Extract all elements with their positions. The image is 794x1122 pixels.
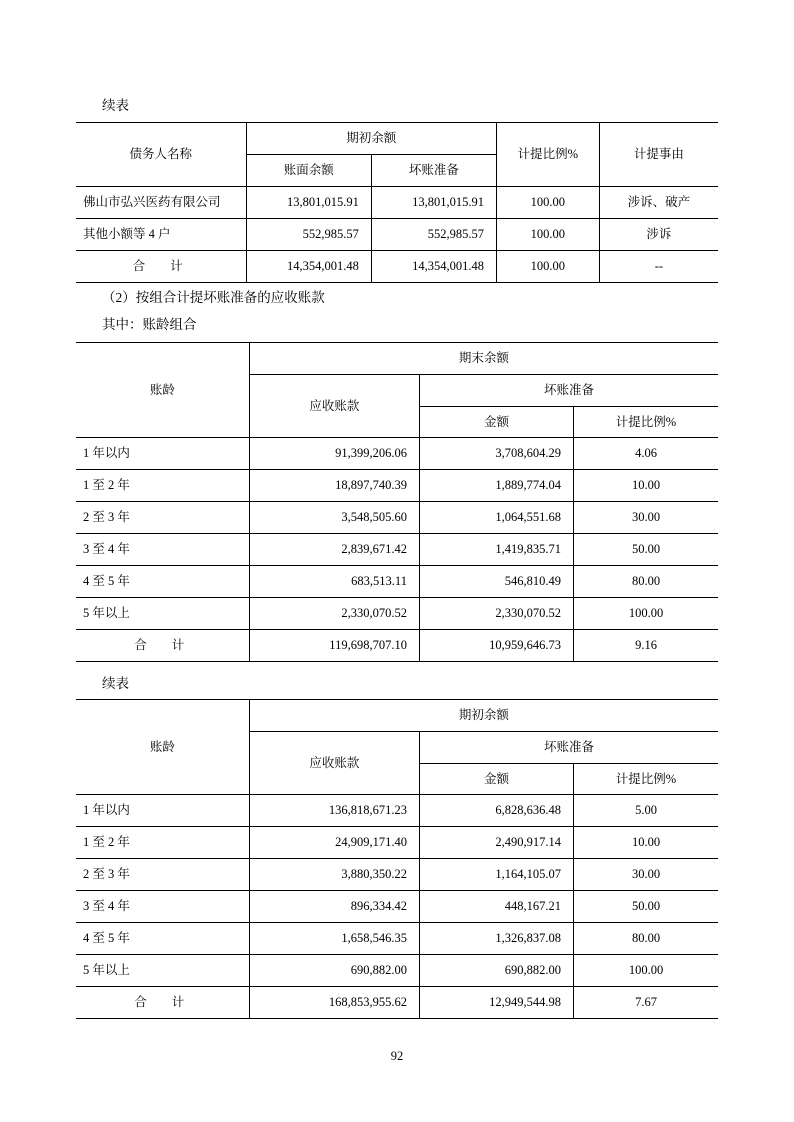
- cell-total-book-balance: 14,354,001.48: [246, 250, 371, 282]
- cell-receivables: 3,548,505.60: [249, 502, 419, 534]
- cell-amount: 1,419,835.71: [419, 534, 573, 566]
- table-row: [76, 218, 718, 250]
- col-header-receivables: 应收账款: [249, 731, 419, 795]
- cell-receivables: 896,334.42: [249, 891, 419, 923]
- cell-ratio: 10.00: [574, 827, 718, 859]
- table-total-row: [76, 986, 718, 1018]
- col-header-aging: 账龄: [76, 342, 249, 438]
- cell-book-balance: 552,985.57: [246, 218, 371, 250]
- page-number: 92: [390, 1049, 404, 1063]
- cell-reason: 涉诉、破产: [599, 187, 718, 219]
- cell-aging: 4 至 5 年: [76, 565, 249, 597]
- debtor-bad-debt-table: [76, 122, 718, 282]
- table-row: [76, 859, 718, 891]
- table-row: [76, 954, 718, 986]
- table-header-row: [76, 699, 718, 731]
- cell-aging: 5 年以上: [76, 597, 249, 629]
- cell-amount: 546,810.49: [419, 565, 573, 597]
- cell-ratio: 100.00: [497, 187, 600, 219]
- cell-receivables: 136,818,671.23: [249, 795, 419, 827]
- col-header-aging: 账龄: [76, 699, 249, 795]
- table-row: [76, 922, 718, 954]
- cell-aging: 2 至 3 年: [76, 502, 249, 534]
- cell-ratio: 50.00: [574, 891, 718, 923]
- col-header-bad-debt: 坏账准备: [419, 731, 718, 763]
- cell-aging: 1 至 2 年: [76, 827, 249, 859]
- col-header-ratio: 计提比例%: [574, 406, 718, 438]
- aging-closing-table-block: [76, 342, 718, 662]
- section-heading-portfolio: （2）按组合计提坏账准备的应收账款: [102, 289, 325, 305]
- cell-aging: 1 年以内: [76, 795, 249, 827]
- cell-ratio: 30.00: [574, 859, 718, 891]
- cell-debtor: 其他小额等 4 户: [76, 218, 246, 250]
- cell-amount: 1,326,837.08: [419, 922, 573, 954]
- table-row: [76, 534, 718, 566]
- cell-ratio: 30.00: [574, 502, 718, 534]
- cell-total-ratio: 9.16: [574, 629, 718, 661]
- col-header-opening-balance: 期初余额: [249, 699, 718, 731]
- cell-amount: 1,164,105.07: [419, 859, 573, 891]
- cell-bad-debt: 552,985.57: [371, 218, 496, 250]
- cell-amount: 6,828,636.48: [419, 795, 573, 827]
- cell-total-amount: 10,959,646.73: [419, 629, 573, 661]
- table-row: [76, 187, 718, 219]
- cell-aging: 1 至 2 年: [76, 470, 249, 502]
- cell-debtor: 佛山市弘兴医药有限公司: [76, 187, 246, 219]
- cell-ratio: 5.00: [574, 795, 718, 827]
- cell-receivables: 2,839,671.42: [249, 534, 419, 566]
- cell-receivables: 1,658,546.35: [249, 922, 419, 954]
- cell-ratio: 50.00: [574, 534, 718, 566]
- table-row: [76, 795, 718, 827]
- cell-amount: 690,882.00: [419, 954, 573, 986]
- table-row: [76, 891, 718, 923]
- cell-total-ratio: 100.00: [497, 250, 600, 282]
- table-header-row: [76, 342, 718, 374]
- cell-aging: 3 至 4 年: [76, 891, 249, 923]
- table-header-row: [76, 123, 718, 155]
- cell-aging: 2 至 3 年: [76, 859, 249, 891]
- col-header-receivables: 应收账款: [249, 374, 419, 438]
- cell-total-receivables: 168,853,955.62: [249, 986, 419, 1018]
- col-header-bad-debt: 坏账准备: [371, 155, 496, 187]
- cell-receivables: 2,330,070.52: [249, 597, 419, 629]
- col-header-debtor: 债务人名称: [76, 123, 246, 187]
- cell-aging: 3 至 4 年: [76, 534, 249, 566]
- cell-amount: 3,708,604.29: [419, 438, 573, 470]
- cell-receivables: 690,882.00: [249, 954, 419, 986]
- spacer: [76, 666, 718, 674]
- table-row: [76, 470, 718, 502]
- cell-total-amount: 12,949,544.98: [419, 986, 573, 1018]
- col-header-ratio: 计提比例%: [574, 763, 718, 795]
- cell-total-bad-debt: 14,354,001.48: [371, 250, 496, 282]
- col-header-book-balance: 账面余额: [246, 155, 371, 187]
- table-row: [76, 565, 718, 597]
- cell-aging: 1 年以内: [76, 438, 249, 470]
- col-header-bad-debt: 坏账准备: [419, 374, 718, 406]
- cell-receivables: 683,513.11: [249, 565, 419, 597]
- col-header-reason: 计提事由: [599, 123, 718, 187]
- col-header-opening-balance: 期初余额: [246, 123, 496, 155]
- table-row: [76, 827, 718, 859]
- cell-amount: 2,330,070.52: [419, 597, 573, 629]
- cell-ratio: 80.00: [574, 565, 718, 597]
- cell-total-label: 合 计: [76, 629, 249, 661]
- cell-ratio: 100.00: [497, 218, 600, 250]
- table-row: [76, 438, 718, 470]
- cell-receivables: 18,897,740.39: [249, 470, 419, 502]
- cell-total-reason: --: [599, 250, 718, 282]
- cell-reason: 涉诉: [599, 218, 718, 250]
- cell-ratio: 80.00: [574, 922, 718, 954]
- cell-ratio: 100.00: [574, 597, 718, 629]
- col-header-ratio: 计提比例%: [497, 123, 600, 187]
- cell-receivables: 91,399,206.06: [249, 438, 419, 470]
- cell-total-label: 合 计: [76, 986, 249, 1018]
- cell-ratio: 4.06: [574, 438, 718, 470]
- cell-amount: 1,889,774.04: [419, 470, 573, 502]
- aging-closing-balance-table: [76, 342, 718, 662]
- cell-receivables: 24,909,171.40: [249, 827, 419, 859]
- col-header-amount: 金额: [419, 763, 573, 795]
- cell-book-balance: 13,801,015.91: [246, 187, 371, 219]
- cell-bad-debt: 13,801,015.91: [371, 187, 496, 219]
- cell-aging: 5 年以上: [76, 954, 249, 986]
- cell-amount: 448,167.21: [419, 891, 573, 923]
- aging-opening-table-block: [76, 699, 718, 1019]
- cell-amount: 2,490,917.14: [419, 827, 573, 859]
- table-row: [76, 502, 718, 534]
- cell-total-label: 合 计: [76, 250, 246, 282]
- cell-amount: 1,064,551.68: [419, 502, 573, 534]
- cell-total-ratio: 7.67: [574, 986, 718, 1018]
- col-header-amount: 金额: [419, 406, 573, 438]
- cell-ratio: 100.00: [574, 954, 718, 986]
- cell-total-receivables: 119,698,707.10: [249, 629, 419, 661]
- cell-receivables: 3,880,350.22: [249, 859, 419, 891]
- section-subheading-aging: 其中：账龄组合: [102, 317, 197, 333]
- table-caption-continued-1: 续表: [102, 98, 129, 113]
- debtor-bad-debt-table-block: [76, 122, 718, 282]
- cell-aging: 4 至 5 年: [76, 922, 249, 954]
- aging-opening-balance-table: [76, 699, 718, 1019]
- table-total-row: [76, 250, 718, 282]
- col-header-closing-balance: 期末余额: [249, 342, 718, 374]
- table-row: [76, 597, 718, 629]
- table-caption-continued-2: 续表: [102, 675, 129, 691]
- table-total-row: [76, 629, 718, 661]
- cell-ratio: 10.00: [574, 470, 718, 502]
